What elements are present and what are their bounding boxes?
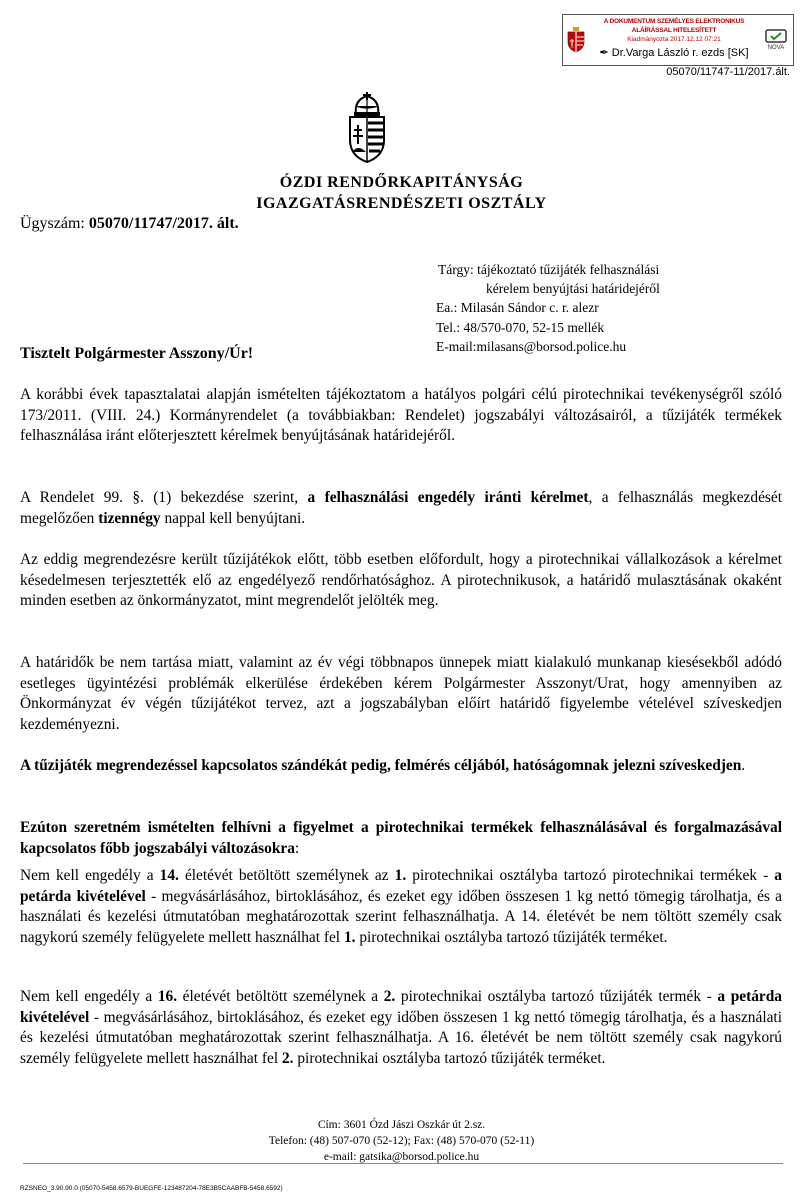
footer-phone: Telefon: (48) 507-070 (52-12); Fax: (48) 570-070 (52-11) bbox=[268, 1135, 535, 1147]
officer-email: E-mail:milasans@borsod.police.hu bbox=[436, 339, 627, 354]
officer-phone: Tel.: 48/570-070, 52-15 mellék bbox=[436, 320, 605, 335]
p5-bold: A tűzijáték megrendezéssel kapcsolatos szándékát pedig, felmérés céljából, hatóságomnak jelezni szíveskedjen bbox=[20, 757, 742, 774]
paragraph-delays: Az eddig megrendezésre került tűzijátékok előtt, több esetben előfordult, hogy a pirotechnikai vállalkozások a kérelmet késedelmesen terjesztették elő az engedélyező rendőrhatósághoz. A pirotechnikusok, a határidő mulasztásának okaként minden esetben az önkormányzatot, mint megrendelőt jelölték meg. bbox=[20, 551, 782, 609]
p7-a: Nem kell engedély a bbox=[20, 867, 160, 884]
p8-b: 16. bbox=[157, 988, 178, 1005]
p2-bold-days: tizennégy bbox=[98, 509, 161, 527]
stamp-title: A DOKUMENTUM SZEMÉLYES ELEKTRONIKUS ALÁÍRÁSSAL HITELESÍTETT bbox=[603, 18, 745, 34]
paragraph-deadline bbox=[20, 488, 782, 529]
stamp-signer bbox=[591, 46, 757, 61]
p8-a: Nem kell engedély a bbox=[20, 988, 158, 1005]
paragraph-age-16 bbox=[20, 987, 782, 1069]
p8-g: - megvásárlásához, birtoklásához, és ezeket egy időben összesen 1 kg nettó tömegig tárolhatja, és a használati és kezelési útmutatóban meghatározottak szerint felhasználhatja. A 16. életévét be nem töltött személy csak nagykorú személy felügyelete mellett használhat fel bbox=[20, 1008, 782, 1067]
p7-f: a petárda kivételével bbox=[20, 867, 782, 905]
stamp-signer-name: Dr.Varga László r. ezds [SK] bbox=[611, 47, 749, 59]
p8-f: a petárda kivételével bbox=[20, 988, 783, 1026]
paragraph-request: A határidők be nem tartása miatt, valamint az év végi többnapos ünnepek miatt kialakuló munkanap kiesésekből adódó esetleges ügyintézési problémák elkerülése érdekében kérem Polgármester Asszonyt/Urat, hogy amennyiben az Önkormányzat év végén tűzijátékot tervez, azt a jogszabályban előírt határidő figyelembe vételével szíveskedjen kezdeményezni. bbox=[20, 654, 782, 733]
p7-h: 1. bbox=[343, 928, 356, 946]
p8-d: 2. bbox=[383, 988, 396, 1005]
p7-d: 1. bbox=[394, 867, 407, 884]
p7-c: életévét betöltött személynek az bbox=[178, 867, 395, 884]
paragraph-intent bbox=[20, 756, 782, 777]
electronic-signature-stamp bbox=[562, 14, 794, 66]
p7-g: - megvásárlásához, birtoklásához, és ezeket egy időben összesen 1 kg nettó tömegig tárolhatja, és a használati és kezelési útmutatóban meghatározottak szerint felhasználhatja. A 14. életévét be nem töltött személy csak nagykorú személy felügyelete mellett használhat fel bbox=[20, 887, 783, 946]
p8-e: pirotechnikai osztályba tartozó tűzijáték termék - bbox=[395, 988, 718, 1005]
p8-c: életévét betöltött személynek a bbox=[177, 988, 384, 1005]
monitor-icon bbox=[765, 29, 787, 45]
footer-address: Cím: 3601 Ózd Jászi Oszkár út 2.sz. bbox=[317, 1119, 486, 1131]
paragraph-changes-heading bbox=[20, 818, 782, 859]
paragraph-intro: A korábbi évek tapasztalatai alapján ismételten tájékoztatom a hatályos polgári célú pirotechnikai tevékenységről szóló 173/2011. (VIII. 24.) Kormányrendelet (a továbbiakban: Rendelet) jogszabályi változásairól, a tűzijáték termékek felhasználása iránt előterjesztett kérelmek benyújtásának határidejéről. bbox=[20, 386, 782, 444]
officer-name: Ea.: Milasán Sándor c. r. alezr bbox=[436, 300, 599, 315]
p5-end: . bbox=[741, 757, 746, 774]
paragraph-age-14 bbox=[20, 866, 782, 948]
subject-line-2: kérelem benyújtási határidejéről bbox=[486, 281, 660, 296]
p2-text-a: A Rendelet 99. §. (1) bekezdése szerint, bbox=[20, 489, 308, 506]
p6-end: : bbox=[294, 839, 300, 857]
case-label: Ügyszám: bbox=[20, 215, 89, 232]
department-name: IGAZGATÁSRENDÉSZETI OSZTÁLY bbox=[256, 195, 547, 212]
nova-label: NOVA bbox=[767, 45, 785, 51]
nova-logo bbox=[759, 15, 793, 65]
footer-email: e-mail: gatsika@borsod.police.hu bbox=[323, 1151, 480, 1163]
p7-i: pirotechnikai osztályba tartozó tűzijáték terméket. bbox=[355, 928, 668, 946]
p2-bold-request: a felhasználási engedély iránti kérelmet bbox=[307, 489, 589, 506]
p8-h: 2. bbox=[281, 1049, 294, 1067]
p7-e: pirotechnikai osztályba tartozó pirotechnikai termékek - bbox=[406, 867, 775, 884]
p8-i: pirotechnikai osztályba tartozó tűzijáték terméket. bbox=[293, 1049, 606, 1067]
hungarian-coat-of-arms-icon bbox=[342, 92, 392, 164]
p2-text-e: nappal kell benyújtani. bbox=[160, 509, 306, 527]
case-number-line bbox=[20, 214, 782, 235]
coat-of-arms-icon bbox=[563, 15, 589, 65]
p7-b: 14. bbox=[159, 867, 179, 884]
document-code: RZSNEO_3.90.90.0 (05070-5458.6579-BUEGFE-123487204-78E3B5CAABFB-5458.6592) bbox=[20, 1185, 283, 1192]
p6-bold: Ezúton szeretném ismételten felhívni a figyelmet a pirotechnikai termékek felhasználásával és forgalmazásával kapcsolatos főbb jogszabályi változásokra bbox=[20, 819, 782, 857]
stamp-date: Kiadmányozta 2017.12.12 07:21 bbox=[627, 36, 721, 43]
organization-name: ÓZDI RENDŐRKAPITÁNYSÁG bbox=[279, 174, 524, 191]
footer-divider bbox=[23, 1163, 783, 1164]
p2-text-c: , a felhasználás megkezdését megelőzően bbox=[20, 489, 782, 527]
file-id: 05070/11747-11/2017.ált. bbox=[666, 66, 790, 78]
subject-line-1: Tárgy: tájékoztató tűzijáték felhasználási bbox=[438, 262, 660, 277]
pen-icon: ✒ bbox=[599, 47, 609, 59]
case-number: 05070/11747/2017. ált. bbox=[88, 215, 239, 232]
salutation: Tisztelt Polgármester Asszony/Úr! bbox=[20, 345, 254, 362]
